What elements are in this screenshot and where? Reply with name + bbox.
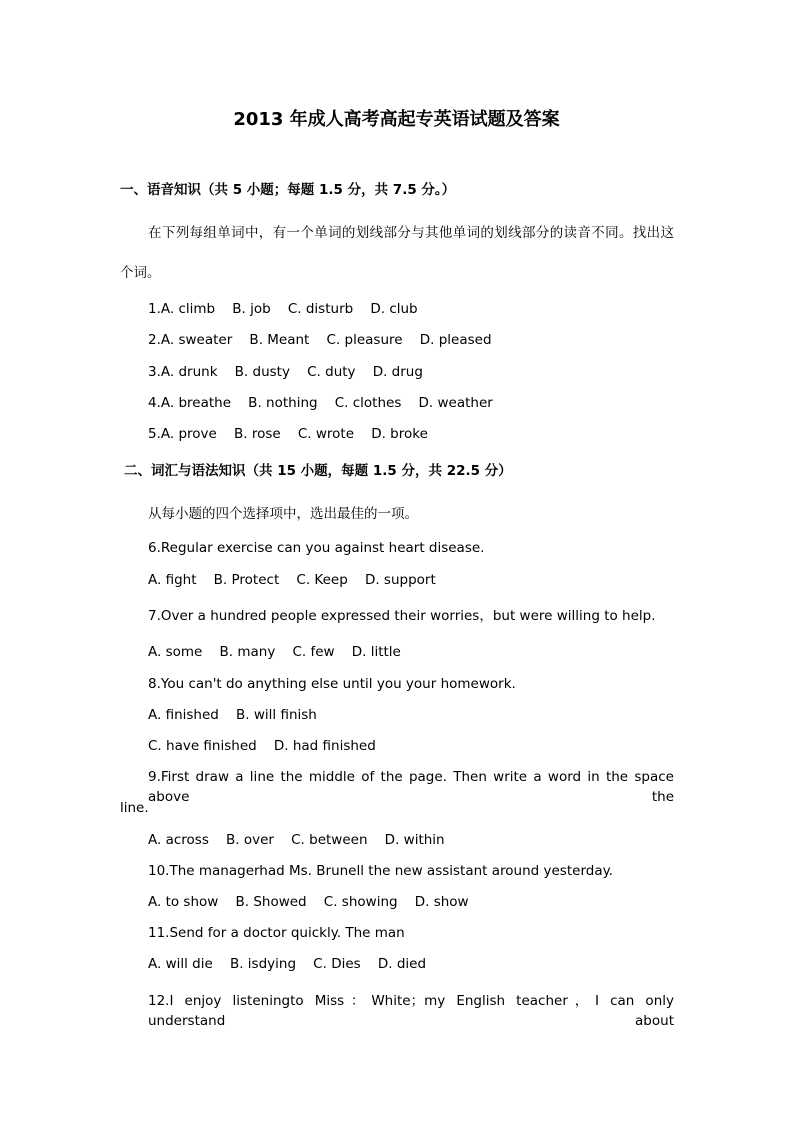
instruction-text-continued: 个词。: [120, 265, 161, 281]
question-line: 5.A. prove B. rose C. wrote D. broke: [148, 426, 428, 442]
question-line: 3.A. drunk B. dusty C. duty D. drug: [148, 364, 423, 380]
options-line: A. across B. over C. between D. within: [148, 832, 445, 848]
options-line: A. finished B. will finish: [148, 707, 317, 723]
instruction-text: 从每小题的四个选择项中，选出最佳的一项。: [148, 506, 418, 522]
section-heading-phonetics: 一、语音知识（共 5 小题；每题 1.5 分，共 7.5 分。）: [120, 182, 456, 198]
question-line: 4.A. breathe B. nothing C. clothes D. weather: [148, 395, 493, 411]
section-heading-vocabulary-grammar: 二、词汇与语法知识（共 15 小题，每题 1.5 分，共 22.5 分）: [124, 463, 512, 479]
instruction-text: 在下列每组单词中，有一个单词的划线部分与其他单词的划线部分的读音不同。找出这: [148, 225, 674, 241]
question-line: 7.Over a hundred people expressed their worries，but were willing to help.: [148, 608, 656, 624]
question-line: 6.Regular exercise can you against heart disease.: [148, 540, 485, 556]
question-line: 12.I enjoy listeningto Miss：White；my English teacher，I can only understand about: [148, 993, 674, 1029]
question-line-continued: line.: [120, 800, 149, 816]
question-line: 10.The managerhad Ms. Brunell the new assistant around yesterday.: [148, 863, 613, 879]
options-line: C. have finished D. had finished: [148, 738, 376, 754]
options-line: A. some B. many C. few D. little: [148, 644, 401, 660]
question-line: 11.Send for a doctor quickly. The man: [148, 925, 405, 941]
options-line: A. will die B. isdying C. Dies D. died: [148, 956, 427, 972]
options-line: A. to show B. Showed C. showing D. show: [148, 894, 469, 910]
question-line: 2.A. sweater B. Meant C. pleasure D. pleased: [148, 332, 492, 348]
options-line: A. fight B. Protect C. Keep D. support: [148, 572, 436, 588]
question-line: 8.You can't do anything else until you your homework.: [148, 676, 516, 692]
question-line: 9.First draw a line the middle of the page. Then write a word in the space above the: [148, 769, 674, 805]
question-line: 1.A. climb B. job C. disturb D. club: [148, 301, 418, 317]
page-title: 2013 年成人高考高起专英语试题及答案: [233, 109, 560, 130]
